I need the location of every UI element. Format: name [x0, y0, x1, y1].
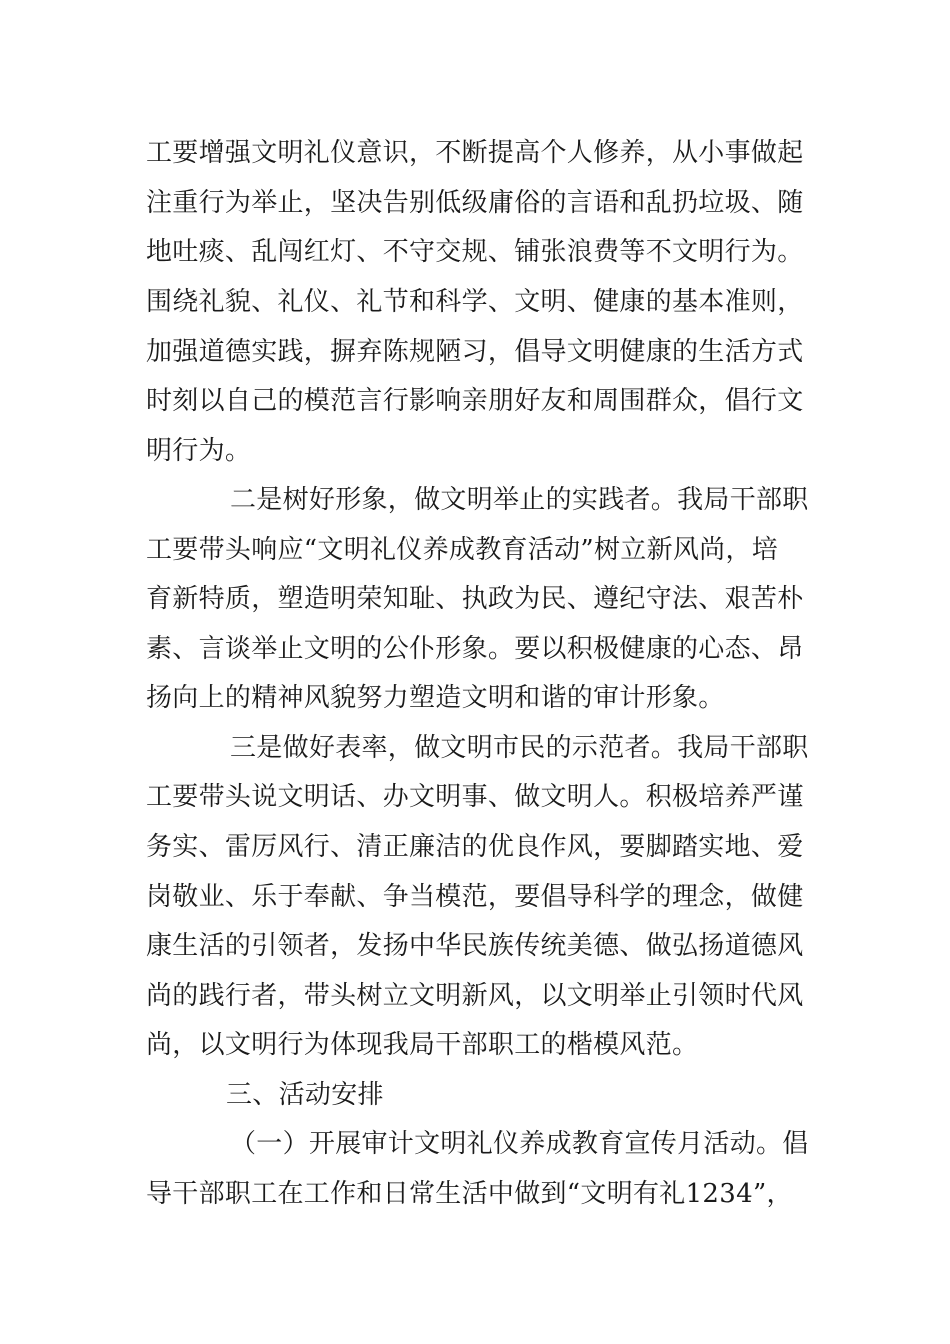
text-line: 导干部职工在工作和日常生活中做到“文明有礼1234”， [146, 1179, 793, 1209]
text-line: 工要带头说文明话、办文明事、做文明人。积极培养严谨 [146, 782, 804, 812]
text-line: 岗敬业、乐于奉献、争当模范，要倡导科学的理念，做健 [146, 882, 804, 912]
text-line: 地吐痰、乱闯红灯、不守交规、铺张浪费等不文明行为。 [146, 237, 804, 267]
text-line: 尚的践行者，带头树立文明新风，以文明举止引领时代风 [146, 981, 804, 1011]
section-heading: 三、活动安排 [226, 1080, 384, 1110]
paragraph-first-line: （一）开展审计文明礼仪养成教育宣传月活动。倡 [230, 1129, 809, 1159]
text-line: 育新特质，塑造明荣知耻、执政为民、遵纪守法、艰苦朴 [146, 584, 804, 614]
text-line: 围绕礼貌、礼仪、礼节和科学、文明、健康的基本准则， [146, 287, 804, 317]
text-line: 时刻以自己的模范言行影响亲朋好友和周围群众，倡行文 [146, 386, 804, 416]
text-line: 素、言谈举止文明的公仆形象。要以积极健康的心态、昂 [146, 634, 804, 664]
text-line: 尚，以文明行为体现我局干部职工的楷模风范。 [146, 1030, 699, 1060]
text-line: 康生活的引领者，发扬中华民族传统美德、做弘扬道德风 [146, 931, 804, 961]
text-line: 注重行为举止，坚决告别低级庸俗的言语和乱扔垃圾、随 [146, 188, 804, 218]
text-line: 工要增强文明礼仪意识，不断提高个人修养，从小事做起 [146, 138, 804, 168]
text-line: 扬向上的精神风貌努力塑造文明和谐的审计形象。 [146, 683, 725, 713]
text-line: 加强道德实践，摒弃陈规陋习，倡导文明健康的生活方式 [146, 337, 804, 367]
text-line: 务实、雷厉风行、清正廉洁的优良作风，要脚踏实地、爱 [146, 832, 804, 862]
paragraph-first-line: 三是做好表率，做文明市民的示范者。我局干部职 [230, 733, 809, 763]
text-line: 明行为。 [146, 436, 252, 466]
text-line: 工要带头响应“文明礼仪养成教育活动”树立新风尚，培 [146, 535, 779, 565]
paragraph-first-line: 二是树好形象，做文明举止的实践者。我局干部职 [230, 485, 809, 515]
